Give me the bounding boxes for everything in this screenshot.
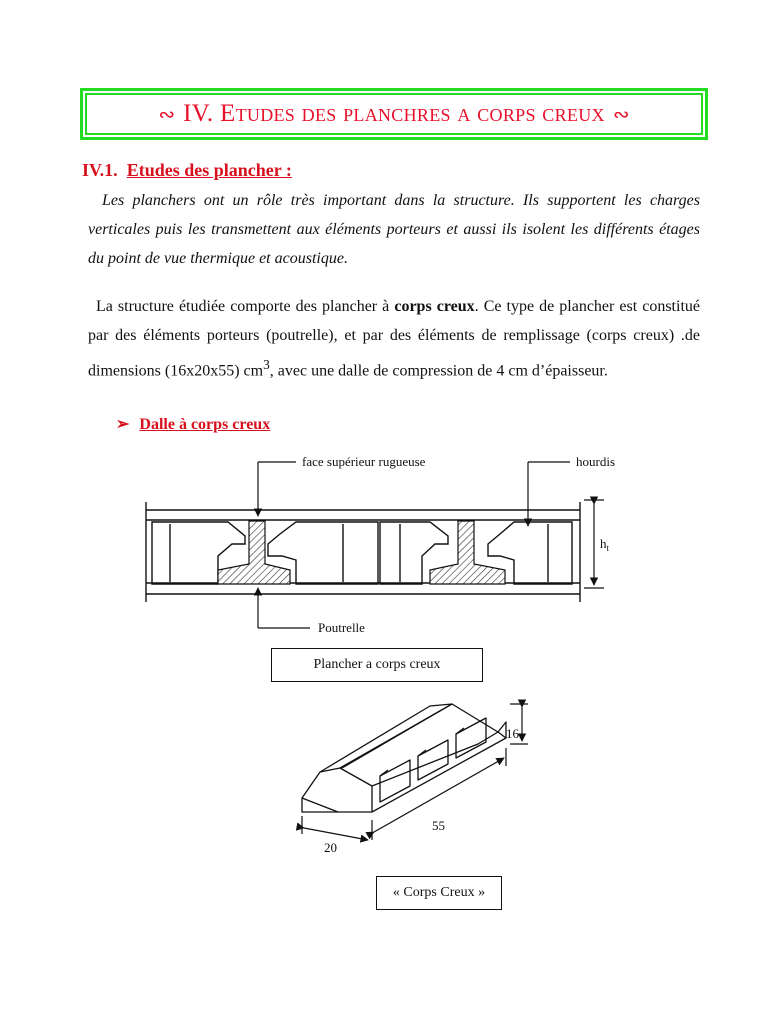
p2-superscript: 3 — [263, 357, 270, 372]
intro-paragraph: Les planchers ont un rôle très important dans la structure. Ils supportent les charges verticales puis les transmettent aux éléments porteurs et aussi ils isolent les différents étages du point de vue thermique et acoustique. — [88, 192, 700, 267]
dim-55-label: 55 — [432, 818, 445, 833]
figure2-caption: « Corps Creux » — [376, 876, 502, 910]
label-hourdis: hourdis — [576, 454, 615, 469]
leader-face — [258, 462, 296, 516]
ornament-left-icon: ∾ — [158, 103, 176, 126]
leader-hourdis — [528, 462, 570, 526]
section-number: IV.1. — [82, 160, 118, 180]
figure1-caption: Plancher a corps creux — [271, 648, 483, 682]
dim-20-label: 20 — [324, 840, 337, 855]
label-poutrelle: Poutrelle — [318, 620, 365, 635]
dim-20 — [302, 816, 368, 840]
p2-text-1: La structure étudiée comporte des plancher à — [96, 298, 395, 315]
height-label-sub: t — [606, 543, 610, 553]
ornament-right-icon: ∾ — [612, 103, 630, 126]
p2-text-3: , avec une dalle de compression de 4 cm d’épaisseur. — [269, 362, 608, 380]
bullet-label: Dalle à corps creux — [139, 416, 271, 433]
section-title: Etudes des plancher : — [126, 160, 292, 180]
height-label: $h_t$ — [600, 536, 610, 553]
dim-16-label: 16 — [506, 726, 519, 741]
slab-cross-section — [146, 502, 580, 602]
chapter-title: IV. Etudes des planchres a corps creux — [183, 100, 605, 127]
poutrelle-left — [218, 521, 290, 584]
arrow-bullet-icon: ➢ — [116, 416, 130, 433]
p2-bold-term: corps creux — [394, 298, 475, 315]
label-face-superieur: face supérieur rugueuse — [302, 454, 426, 469]
p2-text-2: . Ce type de plancher est constitué par des éléments porteurs (poutrelle), et par des éléments de remplissage (corps creux) .de dimensions (16x20x55) cm — [88, 298, 700, 380]
hollow-block-3d — [302, 704, 506, 812]
